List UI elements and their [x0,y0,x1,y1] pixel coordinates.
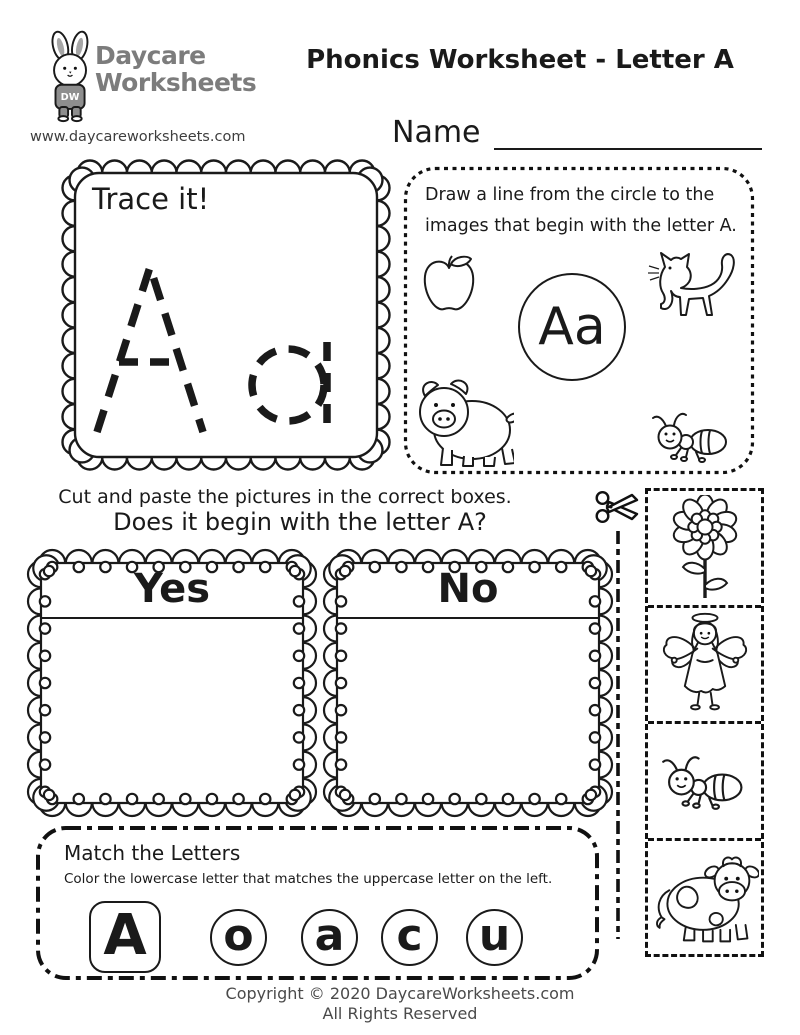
ant-cutout-image [660,751,750,811]
match-target-letter: A [89,901,161,973]
page-title: Phonics Worksheet - Letter A [306,45,734,75]
match-title: Match the Letters [64,841,241,865]
cutout-box-flower [648,491,761,605]
cutout-box-ant [648,721,761,838]
ant-image [650,408,734,464]
cutout-box-angel [648,605,761,722]
name-blank-line [494,148,762,150]
cut-paste-instruction: Cut and paste the pictures in the correct boxes. [58,486,512,508]
cow-image [651,845,759,949]
copyright-line: Copyright © 2020 DaycareWorksheets.com [225,984,575,1003]
trace-letter-uppercase-a [97,267,203,432]
no-label: No [437,566,499,612]
match-option-a: a [301,909,358,966]
rights-line: All Rights Reserved [322,1004,478,1023]
logo-badge: DW [60,92,80,104]
cat-image [645,247,743,337]
draw-line-instructions: Draw a line from the circle to the images that begin with the letter A. [425,185,737,236]
match-option-c: c [381,909,438,966]
bunny-mascot-icon [40,27,102,125]
apple-image [418,253,480,319]
flower-image [663,495,747,601]
brand-line2: Worksheets [95,68,257,97]
pig-image [412,374,514,470]
aa-circle: Aa [518,273,626,381]
begin-question: Does it begin with the letter A? [113,508,487,536]
angel-image [655,610,755,718]
cutout-box-cow [648,838,761,955]
match-option-u: u [466,909,523,966]
match-option-o: o [210,909,267,966]
logo-url: www.daycareworksheets.com [30,129,246,145]
trace-title: Trace it! [92,182,210,216]
match-instruction: Color the lowercase letter that matches the uppercase letter on the left. [64,871,553,887]
scissors-icon [594,485,640,529]
name-label: Name [392,115,481,150]
yes-header-line [42,617,302,619]
no-header-line [338,617,598,619]
cut-line [612,528,624,942]
trace-letter-lowercase-a [252,349,324,421]
trace-letters [59,157,393,473]
cutout-column [645,488,764,957]
yes-label: Yes [133,566,211,612]
brand-line1: Daycare [95,41,206,70]
